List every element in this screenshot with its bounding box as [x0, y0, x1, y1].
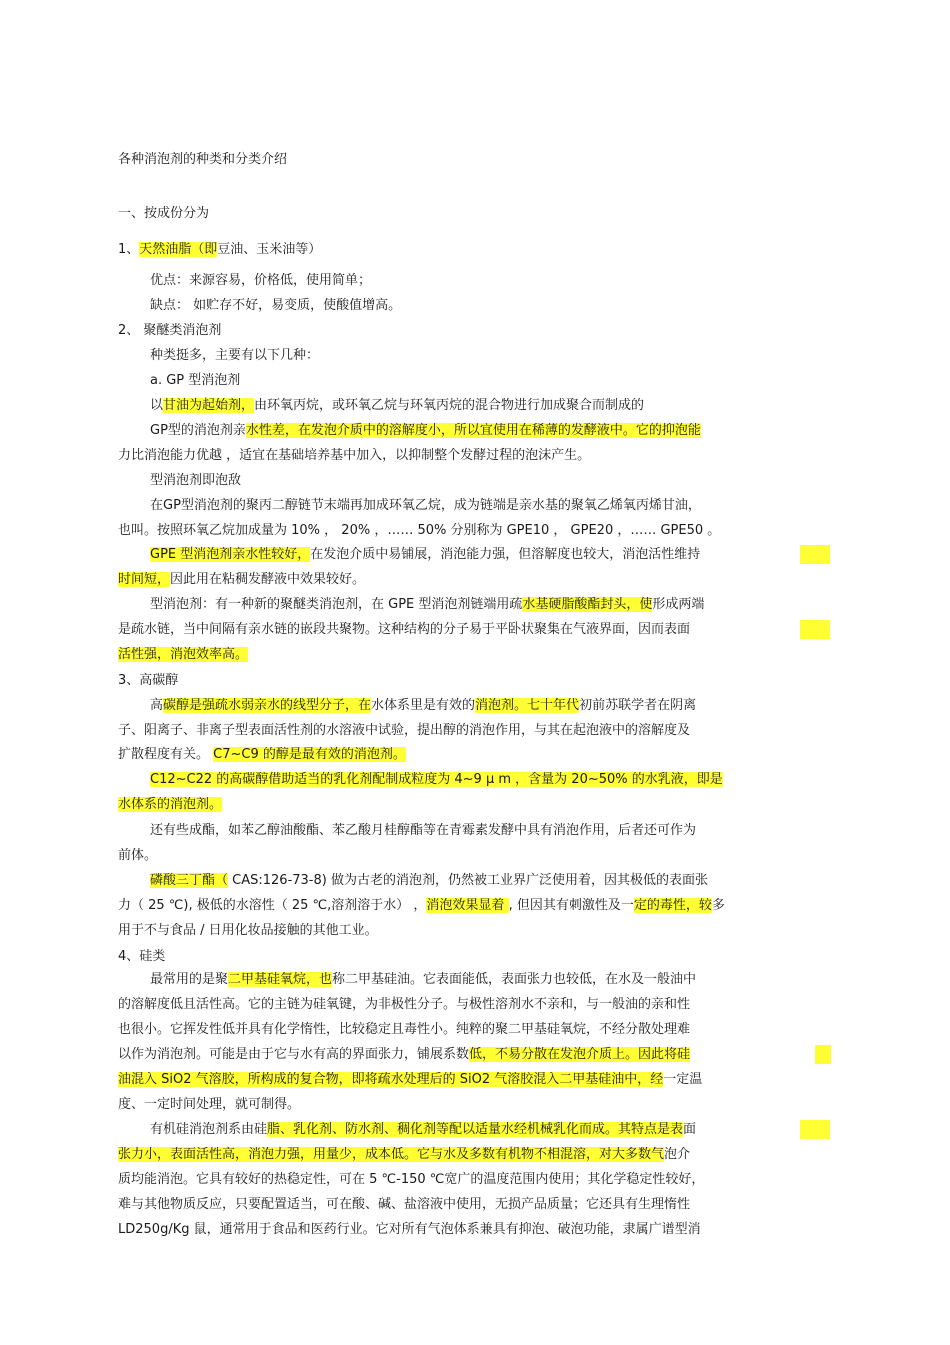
- paragraph-line: 在GP型消泡剂的聚丙二醇链节末端再加成环氧乙烷，成为链端是亲水基的聚氧乙烯氧丙烯甘油，: [150, 498, 701, 513]
- paragraph-line: 难与其他物质反应，只要配置适当，可在酸、碱、盐溶液中使用，无损产品质量；它还具有生理惰性: [118, 1197, 691, 1212]
- paragraph-line: 种类挺多，主要有以下几种：: [150, 348, 320, 363]
- highlight-mark: [800, 1120, 830, 1139]
- paragraph-line: 扩散程度有关。 C7~C9 的醇是最有效的消泡剂。: [118, 747, 406, 762]
- document-title: 各种消泡剂的种类和分类介绍: [118, 152, 288, 167]
- paragraph-line: 型消泡剂：有一种新的聚醚类消泡剂，在 GPE 型消泡剂链端用疏水基硬脂酸酯封头，使形成两端: [150, 597, 705, 612]
- paragraph-line: 油混入 SiO2 气溶胶，所构成的复合物，即将疏水处理后的 SiO2 气溶胶混入二甲基硅油中，经一定温: [118, 1072, 703, 1087]
- paragraph-line: 时间短，因此用在粘稠发酵液中效果较好。: [118, 572, 366, 587]
- paragraph-line: 张力小，表面活性高，消泡力强，用量少，成本低。它与水及多数有机物不相混溶，对大多数气泡介: [118, 1147, 691, 1162]
- heading-higher-alcohols: 3、高碳醇: [118, 673, 179, 688]
- text-cons: 缺点： 如贮存不好，易变质，使酸值增高。: [150, 298, 402, 313]
- paragraph-line: 力（ 25 ℃), 极低的水溶性（ 25 ℃,溶剂溶于水） ，消泡效果显着 , 但因其有刺激性及一定的毒性，较多: [118, 898, 725, 913]
- heading-silicones: 4、硅类: [118, 949, 166, 964]
- paragraph-line: 的溶解度低且活性高。它的主链为硅氧键，为非极性分子。与极性溶剂水不亲和，与一般油的亲和性: [118, 997, 691, 1012]
- subheading-gp: a. GP 型消泡剂: [150, 373, 241, 388]
- heading-polyether: 2、 聚醚类消泡剂: [118, 323, 222, 338]
- paragraph-line: 前体。: [118, 848, 158, 863]
- text-pros: 优点：来源容易，价格低，使用简单；: [150, 273, 372, 288]
- paragraph-line: 度、一定时间处理，就可制得。: [118, 1097, 301, 1112]
- paragraph-line: 是疏水链，当中间隔有亲水链的嵌段共聚物。这种结构的分子易于平卧状聚集在气液界面，因而表面: [118, 622, 691, 637]
- paragraph-line: LD250g/Kg 鼠，通常用于食品和医药行业。它对所有气泡体系兼具有抑泡、破泡功能，隶属广谱型消: [118, 1222, 701, 1237]
- paragraph-line: 水体系的消泡剂。: [118, 797, 223, 812]
- paragraph-line: C12~C22 的高碳醇借助适当的乳化剂配制成粒度为 4~9 μ m ，含量为 20~50% 的水乳液，即是: [150, 772, 723, 787]
- paragraph-line: 力比消泡能力优越 ，适宜在基础培养基中加入，以抑制整个发酵过程的泡沫产生。: [118, 448, 591, 463]
- paragraph-line: 子、阳离子、非离子型表面活性剂的水溶液中试验，提出醇的消泡作用，与其在起泡液中的溶解度及: [118, 723, 691, 738]
- paragraph-line: 以甘油为起始剂，由环氧丙烷，或环氧乙烷与环氧丙烷的混合物进行加成聚合而制成的: [150, 398, 645, 413]
- paragraph-line: 最常用的是聚二甲基硅氧烷，也称二甲基硅油。它表面能低，表面张力也较低，在水及一般油中: [150, 972, 697, 987]
- heading-natural-oils: 1、天然油脂（即豆油、玉米油等）: [118, 242, 322, 257]
- paragraph-line: 高碳醇是强疏水弱亲水的线型分子，在水体系里是有效的消泡剂。七十年代初前苏联学者在阴离: [150, 698, 697, 713]
- paragraph-line: GPE 型消泡剂亲水性较好，在发泡介质中易铺展，消泡能力强，但溶解度也较大，消泡活性维持: [150, 547, 701, 562]
- paragraph-line: 用于不与食品 / 日用化妆品接触的其他工业。: [118, 923, 378, 938]
- highlight-mark: [800, 620, 830, 639]
- paragraph-line: GP型的消泡剂亲水性差，在发泡介质中的溶解度小，所以宜使用在稀薄的发酵液中。它的抑泡能: [150, 423, 701, 438]
- subheading-gpe: 型消泡剂即泡敌: [150, 473, 242, 488]
- paragraph-line: 也叫。按照环氧乙烷加成量为 10% ， 20% ，…… 50% 分别称为 GPE10 ， GPE20 ，…… GPE50 。: [118, 523, 721, 538]
- paragraph-line: 以作为消泡剂。可能是由于它与水有高的界面张力，铺展系数低，不易分散在发泡介质上。因此将硅: [118, 1047, 691, 1062]
- paragraph-line: 有机硅消泡剂系由硅脂、乳化剂、防水剂、稠化剂等配以适量水经机械乳化而成。其特点是表面: [150, 1122, 697, 1137]
- paragraph-line: 也很小。它挥发性低并具有化学惰性，比较稳定且毒性小。纯粹的聚二甲基硅氧烷，不经分散处理难: [118, 1022, 691, 1037]
- paragraph-line: 活性强，消泡效率高。: [118, 647, 249, 662]
- section-heading-by-composition: 一、按成份分为: [118, 206, 210, 221]
- paragraph-line: 质均能消泡。它具有较好的热稳定性，可在 5 ℃-150 ℃宽广的温度范围内使用；其化学稳定性较好，: [118, 1172, 705, 1187]
- highlight-mark: [800, 545, 830, 564]
- highlight-mark: [815, 1045, 831, 1064]
- paragraph-line: 还有些成酯，如苯乙醇油酸酯、苯乙酸月桂醇酯等在青霉素发酵中具有消泡作用，后者还可作为: [150, 823, 697, 838]
- paragraph-line: 磷酸三丁酯（ CAS:126-73-8) 做为古老的消泡剂，仍然被工业界广泛使用着，因其极低的表面张: [150, 873, 708, 888]
